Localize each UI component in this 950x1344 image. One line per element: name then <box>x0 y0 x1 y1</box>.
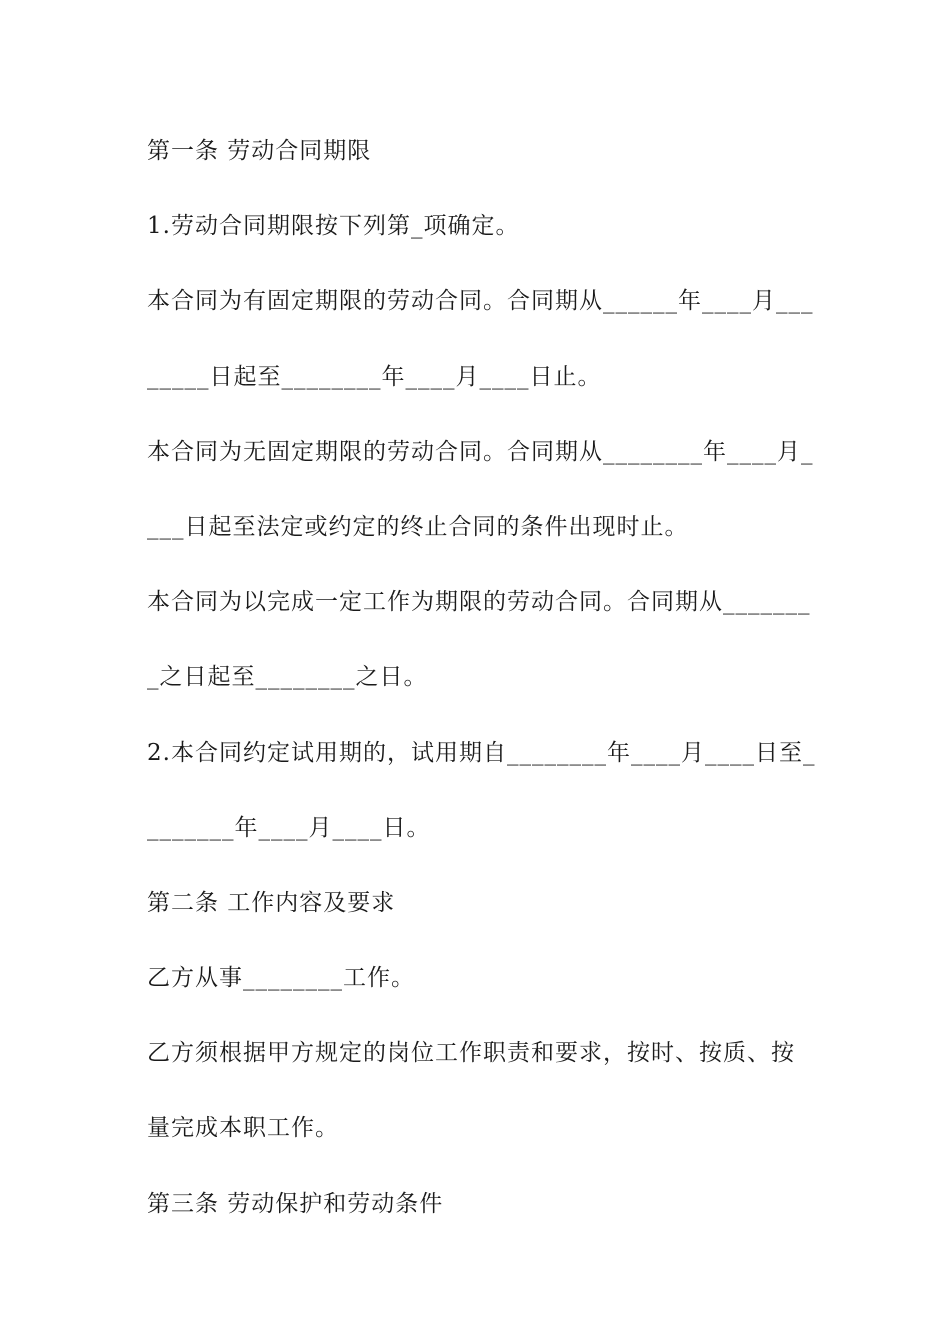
paragraph-line: _之日起至________之日。 <box>147 664 428 691</box>
paragraph-line: _____日起至________年____月____日止。 <box>147 363 602 390</box>
paragraph-line: 本合同为有固定期限的劳动合同。合同期从______年____月___ <box>147 288 814 315</box>
paragraph-line: 乙方从事________工作。 <box>147 965 415 992</box>
paragraph-line: ___日起至法定或约定的终止合同的条件出现时止。 <box>147 513 689 540</box>
article-3-heading: 第三条 劳动保护和劳动条件 <box>147 1190 444 1217</box>
article-1-heading: 第一条 劳动合同期限 <box>147 138 372 164</box>
paragraph-line: 2.本合同约定试用期的，试用期自________年____月____日至_ <box>147 739 816 766</box>
paragraph-line: 本合同为以完成一定工作为期限的劳动合同。合同期从_______ <box>147 589 811 616</box>
paragraph-line: 乙方须根据甲方规定的岗位工作职责和要求，按时、按质、按 <box>147 1040 795 1067</box>
paragraph-line: 量完成本职工作。 <box>147 1115 339 1142</box>
document-body <box>147 114 827 1242</box>
article-2-heading: 第二条 工作内容及要求 <box>147 889 396 916</box>
paragraph-line: _______年____月____日。 <box>147 814 431 841</box>
paragraph-line: 1.劳动合同期限按下列第_项确定。 <box>147 213 520 240</box>
paragraph-line: 本合同为无固定期限的劳动合同。合同期从________年____月_ <box>147 438 814 465</box>
